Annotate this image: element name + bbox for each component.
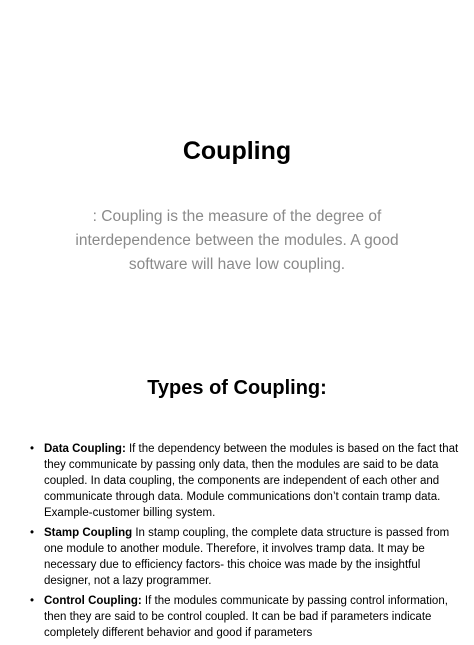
bullet-icon: • <box>30 527 35 539</box>
page-title: Coupling <box>182 137 292 165</box>
coupling-definition: : Coupling is the measure of the degree of interdependence between the modules. A good software will have low coupling. <box>75 208 399 273</box>
coupling-types-list <box>30 441 460 645</box>
description-control-coupling: If the modules communicate by passing control information, then they are said to be control coupled. It can be bad if parameters indicate completely different behavior and good if parameters <box>44 595 448 639</box>
bullet-icon: • <box>30 595 35 607</box>
description-data-coupling: If the dependency between the modules is based on the fact that they communicate by passing only data, then the modules are said to be data coupled. In data coupling, the components are independent of each other and communicate through data. Module communications don’t contain tramp data. Example-customer billing system. <box>44 443 459 519</box>
term-data-coupling: Data Coupling: <box>44 443 126 455</box>
list-item-stamp-coupling <box>30 525 460 589</box>
types-heading: Types of Coupling: <box>147 377 327 399</box>
term-control-coupling: Control Coupling: <box>44 595 142 607</box>
list-item-data-coupling <box>30 441 460 521</box>
list-item-control-coupling <box>30 593 460 641</box>
bullet-icon: • <box>30 443 35 455</box>
term-stamp-coupling: Stamp Coupling <box>44 527 133 539</box>
description-stamp-coupling: In stamp coupling, the complete data structure is passed from one module to another module. Therefore, it involves tramp data. It may be necessary due to efficiency factors- this choice was made by the insightful designer, not a lazy programmer. <box>44 527 450 587</box>
